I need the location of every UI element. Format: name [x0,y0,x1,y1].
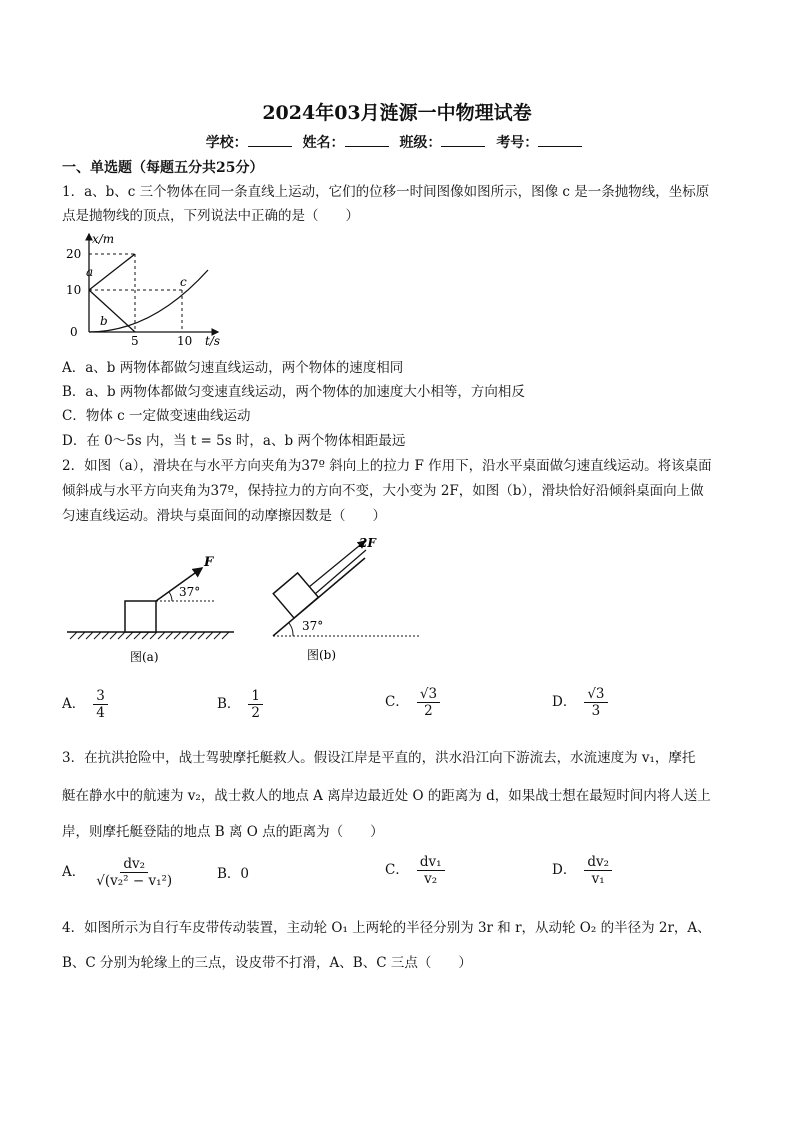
q2-stem-line2: 倾斜成与水平方向夹角为37º，保持拉力的方向不变，大小变为 2F，如图（b），滑块恰好沿倾斜桌面向上做 [62,483,704,499]
q2-option-b: B． $\frac{1}{2}$ [217,688,263,721]
q1-option-b: B．a、b 两物体都做匀变速直线运动，两个物体的加速度大小相等，方向相反 [62,384,525,400]
q1-stem-line2: 点是抛物线的顶点，下列说法中正确的是（ ） [62,208,359,224]
label-c: c [180,275,187,289]
label-b: b [100,314,108,328]
slider-block-a [125,601,156,632]
q1-option-a: A．a、b 两物体都做匀速直线运动，两个物体的速度相同 [62,360,404,376]
q1-stem-line1: 1．a、b、c 三个物体在同一条直线上运动，它们的位移一时间图像如图所示，图像 c 是一条抛物线，坐标原 [62,184,710,200]
force-arrow-2f [309,541,365,587]
number-blank [538,134,582,147]
y-tick-0: 0 [70,325,78,339]
caption-a: 图(a) [130,650,159,664]
section-heading: 一、单选题（每题五分共25分） [62,160,264,176]
label-a: a [86,265,94,279]
q3-option-b: B．0 [217,866,250,882]
q1-option-d: D．在 0～5s 内，当 t = 5s 时，a、b 两个物体相距最远 [62,433,406,449]
q3-stem-line1: 3．在抗洪抢险中，战士驾驶摩托艇救人。假设江岸是平直的，洪水沿江向下游流去，水流速度为 v₁，摩托 [62,750,696,766]
caption-b: 图(b) [307,648,337,662]
y-axis-label: x/m [92,232,115,246]
q2-figure-a [62,548,242,668]
angle-label-a: 37° [179,585,201,599]
q1-xt-graph [60,228,230,350]
x-axis-label: t/s [205,334,221,348]
force-label-2f: 2F [359,536,376,550]
q3-option-c: C． $\frac{\text{dv₁}}{\text{v₂}}$ [385,854,445,887]
q2-figure-b [265,532,450,668]
slider-block-b [273,573,318,618]
angle-label-b: 37° [302,619,324,633]
class-label: 班级： [399,135,442,151]
student-info-line [0,132,794,152]
table-hatching [70,632,229,639]
q3-option-a: A． $\frac{\text{dv₂}}{\text{√(v₂² − v₁²)}}$ [62,856,173,889]
y-tick-10: 10 [66,283,82,297]
q2-stem-line3: 匀速直线运动。滑块与桌面间的动摩擦因数是（ ） [62,508,386,524]
q3-option-d: D． $\frac{\text{dv₂}}{\text{v₁}}$ [552,854,612,887]
x-tick-10: 10 [177,334,193,348]
name-label: 姓名： [302,135,345,151]
school-blank [248,134,292,147]
q4-stem-line2: B、C 分别为轮缘上的三点，设皮带不打滑，A、B、C 三点（ ） [62,955,472,971]
q3-stem-line3: 岸，则摩托艇登陆的地点 B 离 O 点的距离为（ ） [62,824,384,840]
line-a [89,254,135,290]
y-tick-20: 20 [66,247,82,261]
q2-stem-line1: 2．如图（a），滑块在与水平方向夹角为37º 斜向上的拉力 F 作用下，沿水平桌面做匀速直线运动。将该桌面 [62,458,712,474]
angle-arc-b [289,623,293,636]
force-label-f: F [204,555,214,570]
q2-option-d: D． $\frac{√3}{3}$ [552,686,608,719]
page-title: 2024年03月涟源一中物理试卷 [262,102,532,124]
school-label: 学校： [205,135,248,151]
x-tick-5: 5 [131,334,139,348]
class-blank [441,134,485,147]
number-label: 考号： [496,135,539,151]
q1-option-c: C．物体 c 一定做变速曲线运动 [62,408,251,424]
q3-stem-line2: 艇在静水中的航速为 v₂，战士救人的地点 A 离岸边最近处 O 的距离为 d，如果战士想在最短时间内将人送上 [62,788,711,804]
q2-option-c: C． $\frac{√3}{2}$ [385,686,440,719]
q4-stem-line1: 4．如图所示为自行车皮带传动装置，主动轮 O₁ 上两轮的半径分别为 3r 和 r，从动轮 O₂ 的半径为 2r，A、 [62,920,711,936]
q2-option-a: A． $\frac{3}{4}$ [62,688,108,721]
angle-arc-a [169,592,172,601]
force-line-b-lower [315,550,366,594]
name-blank [345,134,389,147]
